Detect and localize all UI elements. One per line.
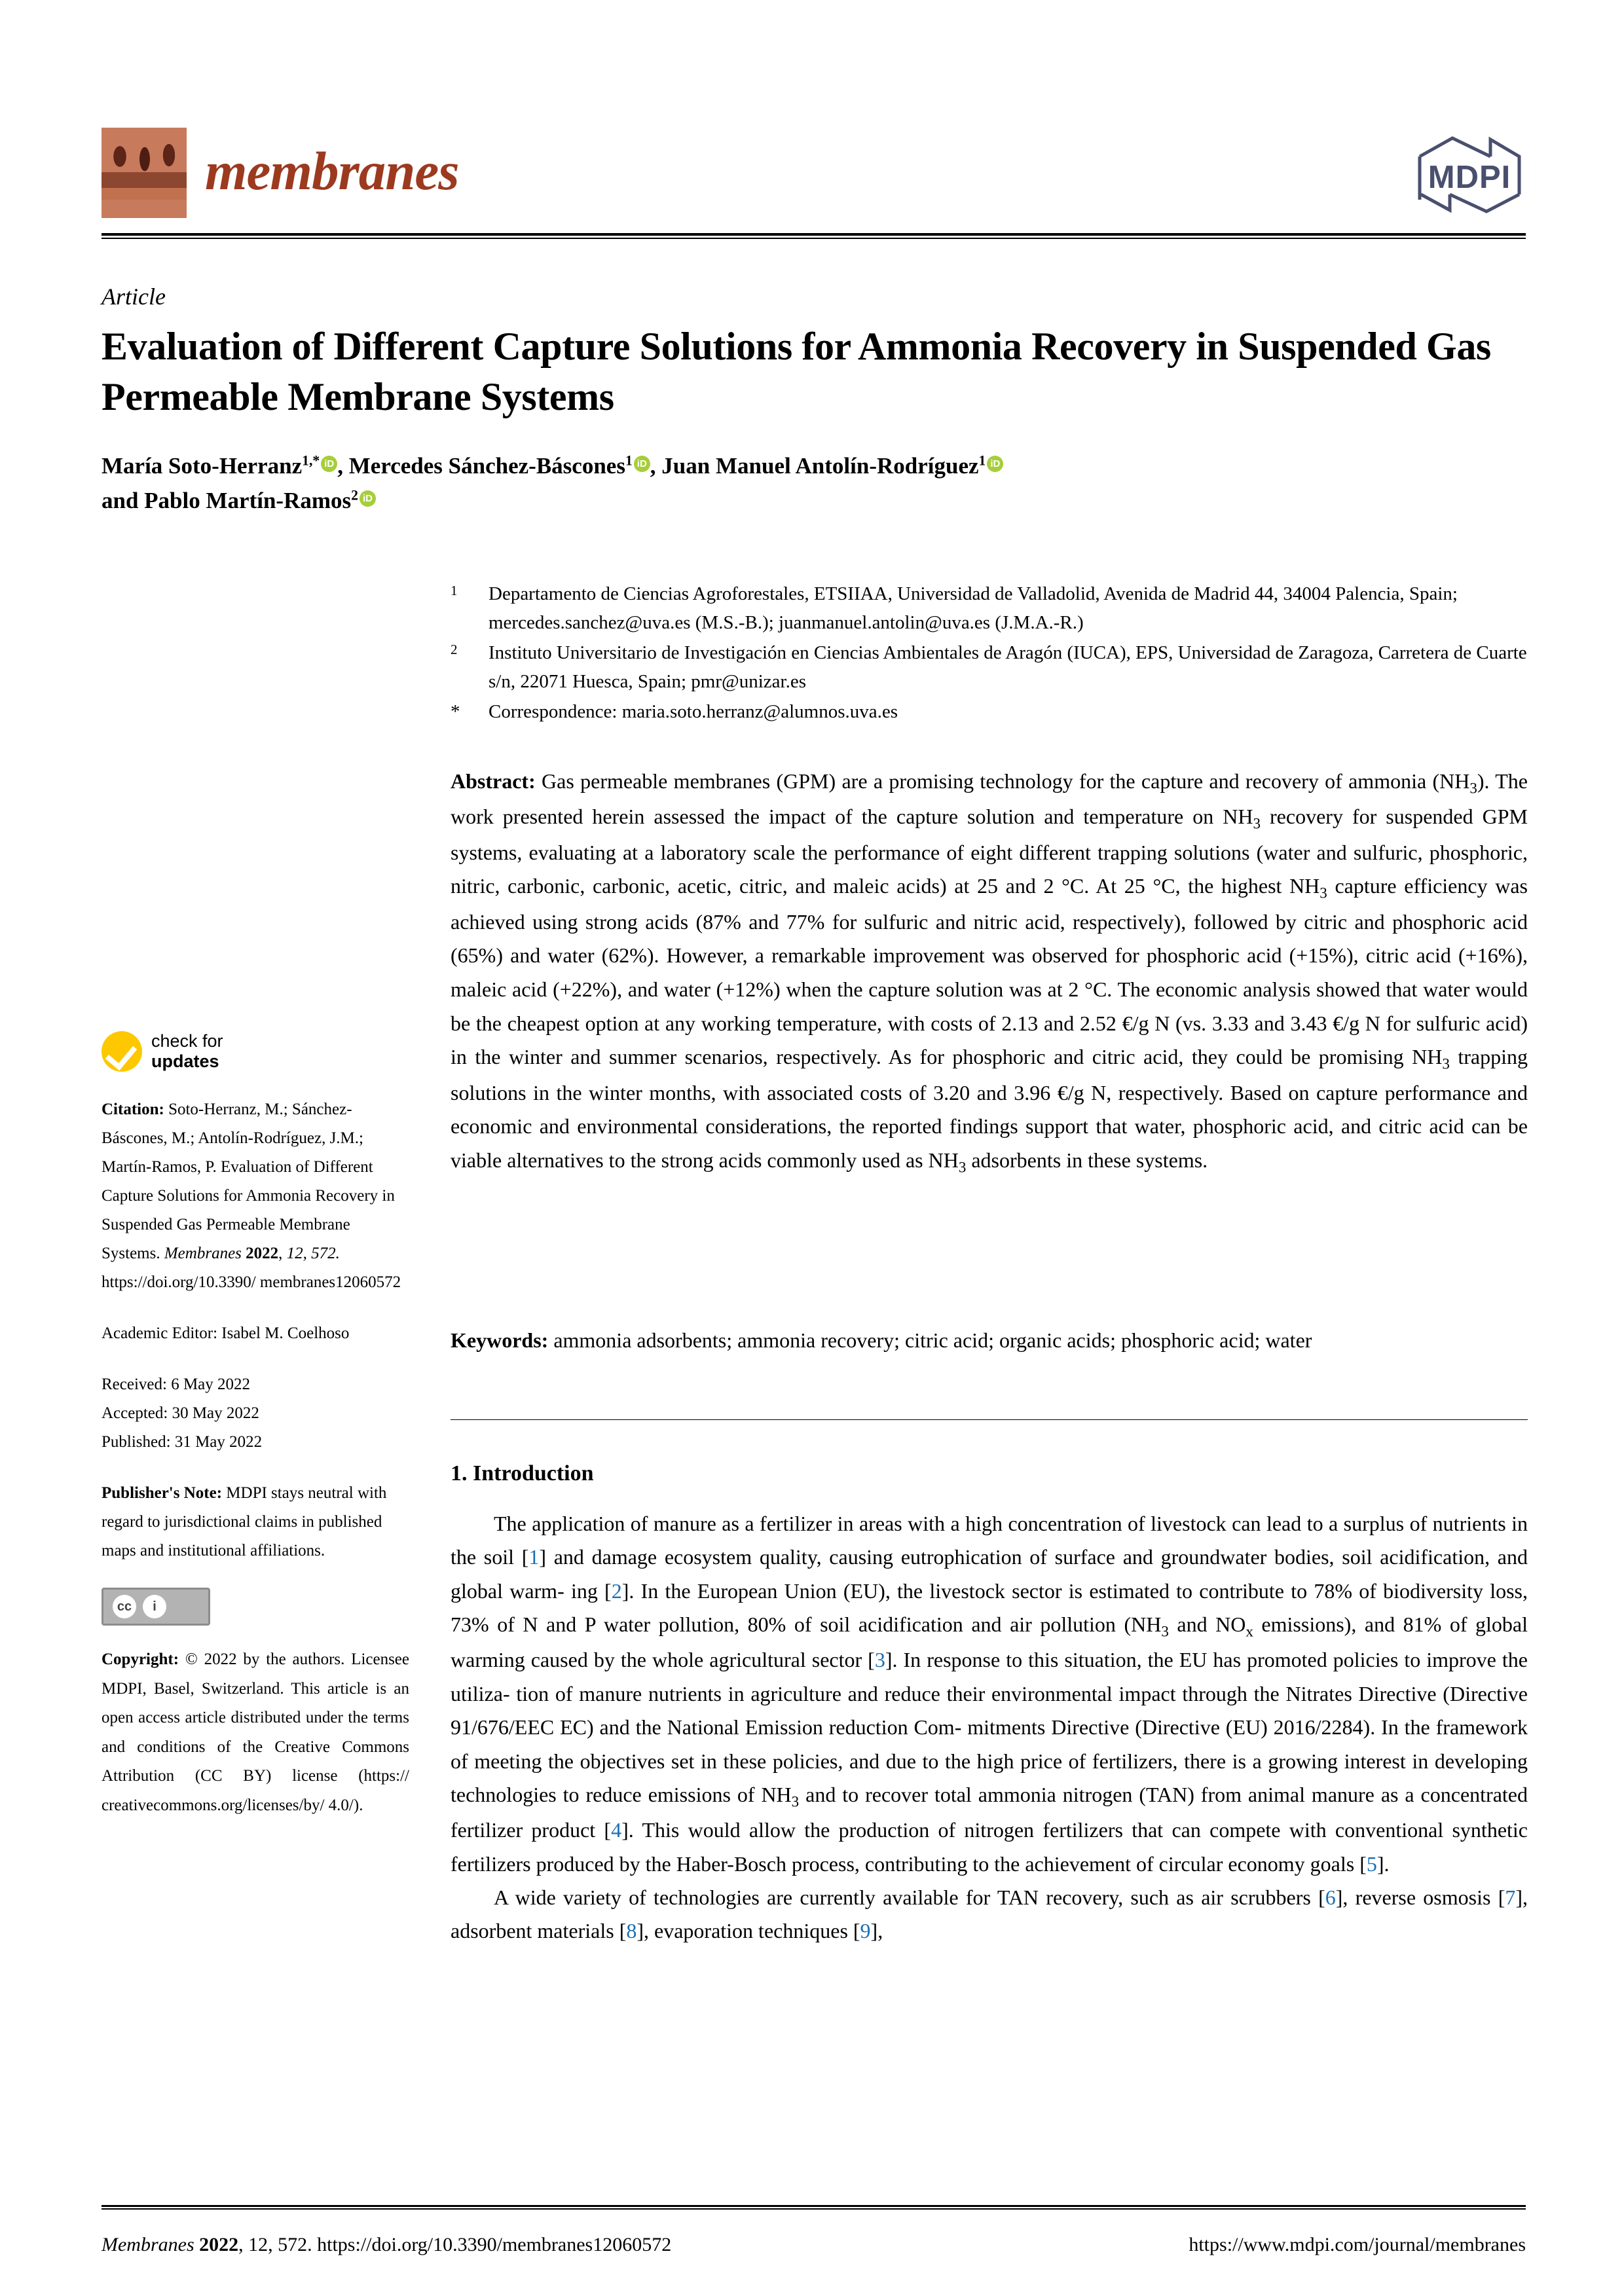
- received-date: Received: 6 May 2022: [101, 1376, 251, 1394]
- publisher-note-block: [101, 1479, 409, 1565]
- page-header: [101, 128, 1526, 226]
- footer-year: 2022: [199, 2234, 239, 2255]
- affiliation-item: [451, 579, 1528, 637]
- mdpi-logo-icon: [1413, 134, 1526, 214]
- accepted-date: Accepted: 30 May 2022: [101, 1404, 259, 1423]
- citation-link[interactable]: 3: [874, 1648, 885, 1672]
- orcid-icon[interactable]: iD: [360, 490, 376, 507]
- citation-link[interactable]: 6: [1325, 1885, 1336, 1909]
- cc-by-icon: i: [143, 1595, 166, 1618]
- published-date: Published: 31 May 2022: [101, 1433, 263, 1451]
- affiliation-text: Departamento de Ciencias Agroforestales, ETSIIAA, Universidad de Valladolid, Avenida de Madrid 44, 34004 Palencia, Spain; mercedes.sanchez@uva.es (M.S.-B.); juanmanuel.antolin@uva.es (J.M.A.-R.): [489, 583, 1458, 634]
- publisher-note-text: MDPI stays neutral with regard to jurisdictional claims in published maps and institutional affiliations.: [101, 1484, 387, 1560]
- page-footer: [101, 2234, 1526, 2256]
- dates-block: [101, 1370, 409, 1457]
- article-type-label: Article: [101, 283, 166, 310]
- abstract-text: Gas permeable membranes (GPM) are a promising technology for the capture and recovery of ammonia $(NH_3)$. The work presented herein assessed the impact of the capture solution and temperature on $NH_3$ recovery for suspended GPM systems, evaluating at a laboratory scale the performance of eight different trapping solutions (water and sulfuric, phosphoric, nitric, carbonic, carbonic, acetic, citric, and maleic acids) at 25 and 2 °C. At 25 °C, the highest $NH_3$ capture efficiency was achieved using strong acids (87% and 77% for sulfuric and nitric acid, respectively), followed by citric and phosphoric acid (65%) and water (62%). However, a remarkable improvement was observed for phosphoric acid (+15%), citric acid (+16%), maleic acid (+22%), and water (+12%) when the capture solution was at 2 °C. The economic analysis showed that water would be the cheapest option at any working temperature, with costs of 2.13 and 2.52 €/g N (vs. 3.33 and 3.43 €/g N for sulfuric acid) in the winter and summer scenarios, respectively. As for phosphoric and citric acid, they could be promising $NH_3$ trapping solutions in the winter months, with associated costs of 3.20 and 3.96 €/g N, respectively. Based on capture performance and economic and environmental considerations, the reported findings support that water, phosphoric acid, and citric acid can be viable alternatives to the strong acids commonly used as $NH_3$ adsorbents in these systems.: [451, 769, 1528, 1175]
- membranes-emblem-icon: [101, 128, 187, 218]
- author-name: and Pablo Martín-Ramos: [101, 487, 352, 513]
- header-divider: [101, 233, 1526, 239]
- check-for-updates-label: [151, 1031, 223, 1072]
- journal-logo: [101, 128, 459, 218]
- introduction-paragraph: The application of manure as a fertilizer in areas with a high concentration of livestock can lead to a surplus of nutrients in the soil [1] and damage ecosystem quality, causing eutrophication of surface and groundwater bodies, soil acidification, and global warm- ing [2]. In the European Union (EU), the livestock sector is estimated to contribute to 78% of biodiversity loss, 73% of N and P water pollution, 80% of soil acidification and air pollution ($NH_3$ and $NO_x$ emissions), and 81% of global warming caused by the whole agricultural sector [3]. In response to this situation, the EU has promoted policies to improve the utiliza- tion of manure nutrients in agriculture and reduce their environmental impact through the Nitrates Directive (Directive 91/676/EEC EC) and the National Emission reduction Com- mitments Directive (Directive (EU) 2016/2284). In the framework of meeting the objectives set in these policies, and due to the high price of fertilizers, there is a growing interest in developing technologies to reduce emissions of $NH_3$ and to recover total ammonia nitrogen (TAN) from animal manure as a concentrated fertilizer product [4]. This would allow the production of nitrogen fertilizers that can compete with conventional synthetic fertilizers produced by the Haber-Bosch process, contributing to the achievement of circular economy goals [5].: [451, 1512, 1528, 1876]
- correspondence-mark: *: [451, 701, 460, 723]
- author-separator: ,: [337, 452, 349, 479]
- footer-url[interactable]: https://www.mdpi.com/journal/membranes: [1189, 2234, 1526, 2255]
- affiliation-mark: 1: [451, 583, 458, 598]
- footer-citation: [101, 2234, 671, 2256]
- introduction-paragraph: A wide variety of technologies are currently available for TAN recovery, such as air scrubbers [6], reverse osmosis [7], adsorbent materials [8], evaporation techniques [9],: [451, 1885, 1528, 1943]
- check-updates-line2: updates: [151, 1051, 219, 1072]
- copyright-block: [101, 1645, 409, 1820]
- footer-journal: Membranes: [101, 2234, 194, 2255]
- affiliation-text: Instituto Universitario de Investigación en Ciencias Ambientales de Aragón (IUCA), EPS, Universidad de Zaragoza, Carretera de Cuarte s/n, 22071 Huesca, Spain; pmr@unizar.es: [489, 642, 1527, 693]
- citation-volume: 12, 572.: [286, 1245, 340, 1263]
- title-block: [101, 283, 1526, 518]
- citation-text: Soto-Herranz, M.; Sánchez-Báscones, M.; Antolín-Rodríguez, J.M.; Martín-Ramos, P. Evaluation of Different Capture Solutions for Ammonia Recovery in Suspended Gas Permeable Membrane Systems.: [101, 1101, 395, 1263]
- keywords-section: [451, 1324, 1528, 1357]
- author-affiliation-mark: 1: [625, 452, 633, 469]
- svg-text:MDPI: MDPI: [1428, 160, 1511, 195]
- author-separator: ,: [650, 452, 662, 479]
- author-affiliation-mark: 1: [978, 452, 986, 469]
- affiliation-mark: 2: [451, 642, 458, 658]
- footer-rest: , 12, 572. https://doi.org/10.3390/membranes12060572: [238, 2234, 672, 2255]
- orcid-icon[interactable]: iD: [321, 456, 337, 472]
- author-affiliation-mark: 2: [351, 487, 358, 503]
- footer-divider: [101, 2205, 1526, 2210]
- author-name: Juan Manuel Antolín-Rodríguez: [661, 452, 979, 479]
- citation-block: [101, 1095, 409, 1297]
- correspondence-text: Correspondence: maria.soto.herranz@alumnos.uva.es: [489, 701, 898, 723]
- author-name: Mercedes Sánchez-Báscones: [348, 452, 625, 479]
- check-updates-line1: check for: [151, 1031, 223, 1051]
- academic-editor: Academic Editor: Isabel M. Coelhoso: [101, 1324, 350, 1343]
- citation-journal: Membranes: [164, 1245, 242, 1263]
- affiliation-item: [451, 638, 1528, 696]
- orcid-icon[interactable]: iD: [987, 456, 1003, 472]
- page-title: Evaluation of Different Capture Solutions for Ammonia Recovery in Suspended Gas Permeable Membrane Systems: [101, 325, 1491, 418]
- keywords-label: Keywords:: [451, 1328, 549, 1352]
- author-list: [101, 448, 1450, 518]
- citation-year: 2022: [246, 1245, 279, 1263]
- citation-link[interactable]: 5: [1366, 1851, 1377, 1876]
- citation-label: Citation:: [101, 1101, 164, 1119]
- affiliations-block: [451, 579, 1528, 727]
- section-heading-introduction: 1. Introduction: [451, 1461, 594, 1485]
- checkmark-icon: [101, 1031, 142, 1072]
- abstract-section: [451, 765, 1528, 1179]
- citation-link[interactable]: 4: [611, 1818, 622, 1842]
- citation-link[interactable]: 8: [626, 1919, 637, 1943]
- citation-doi[interactable]: https://doi.org/10.3390/ membranes12060572: [101, 1273, 401, 1292]
- creative-commons-icon[interactable]: [101, 1588, 210, 1626]
- check-for-updates-badge[interactable]: [101, 1031, 409, 1072]
- copyright-text: © 2022 by the authors. Licensee MDPI, Basel, Switzerland. This article is an open access article distributed under the terms and conditions of the Creative Commons Attribution (CC BY) license (https:// creativecommons.org/licenses/by/ 4.0/).: [101, 1650, 410, 1814]
- journal-title: membranes: [205, 140, 459, 201]
- copyright-label: Copyright:: [101, 1650, 179, 1669]
- correspondence-item: [451, 697, 1528, 726]
- publisher-note-label: Publisher's Note:: [101, 1484, 223, 1503]
- citation-link[interactable]: 1: [528, 1545, 540, 1569]
- author-affiliation-mark: 1,*: [302, 452, 320, 469]
- abstract-label: Abstract:: [451, 769, 536, 793]
- cc-mark-icon: cc: [113, 1595, 136, 1618]
- keywords-text: ammonia adsorbents; ammonia recovery; citric acid; organic acids; phosphoric acid; water: [553, 1328, 1312, 1352]
- orcid-icon[interactable]: iD: [634, 456, 650, 472]
- citation-link[interactable]: 7: [1505, 1885, 1516, 1909]
- citation-link[interactable]: 2: [611, 1578, 622, 1603]
- sidebar: [101, 1031, 409, 1820]
- introduction-body: [451, 1507, 1528, 1948]
- author-name: María Soto-Herranz: [101, 452, 303, 479]
- citation-volume-sep: ,: [278, 1245, 287, 1263]
- citation-link[interactable]: 9: [860, 1919, 871, 1943]
- abstract-divider: [451, 1419, 1528, 1420]
